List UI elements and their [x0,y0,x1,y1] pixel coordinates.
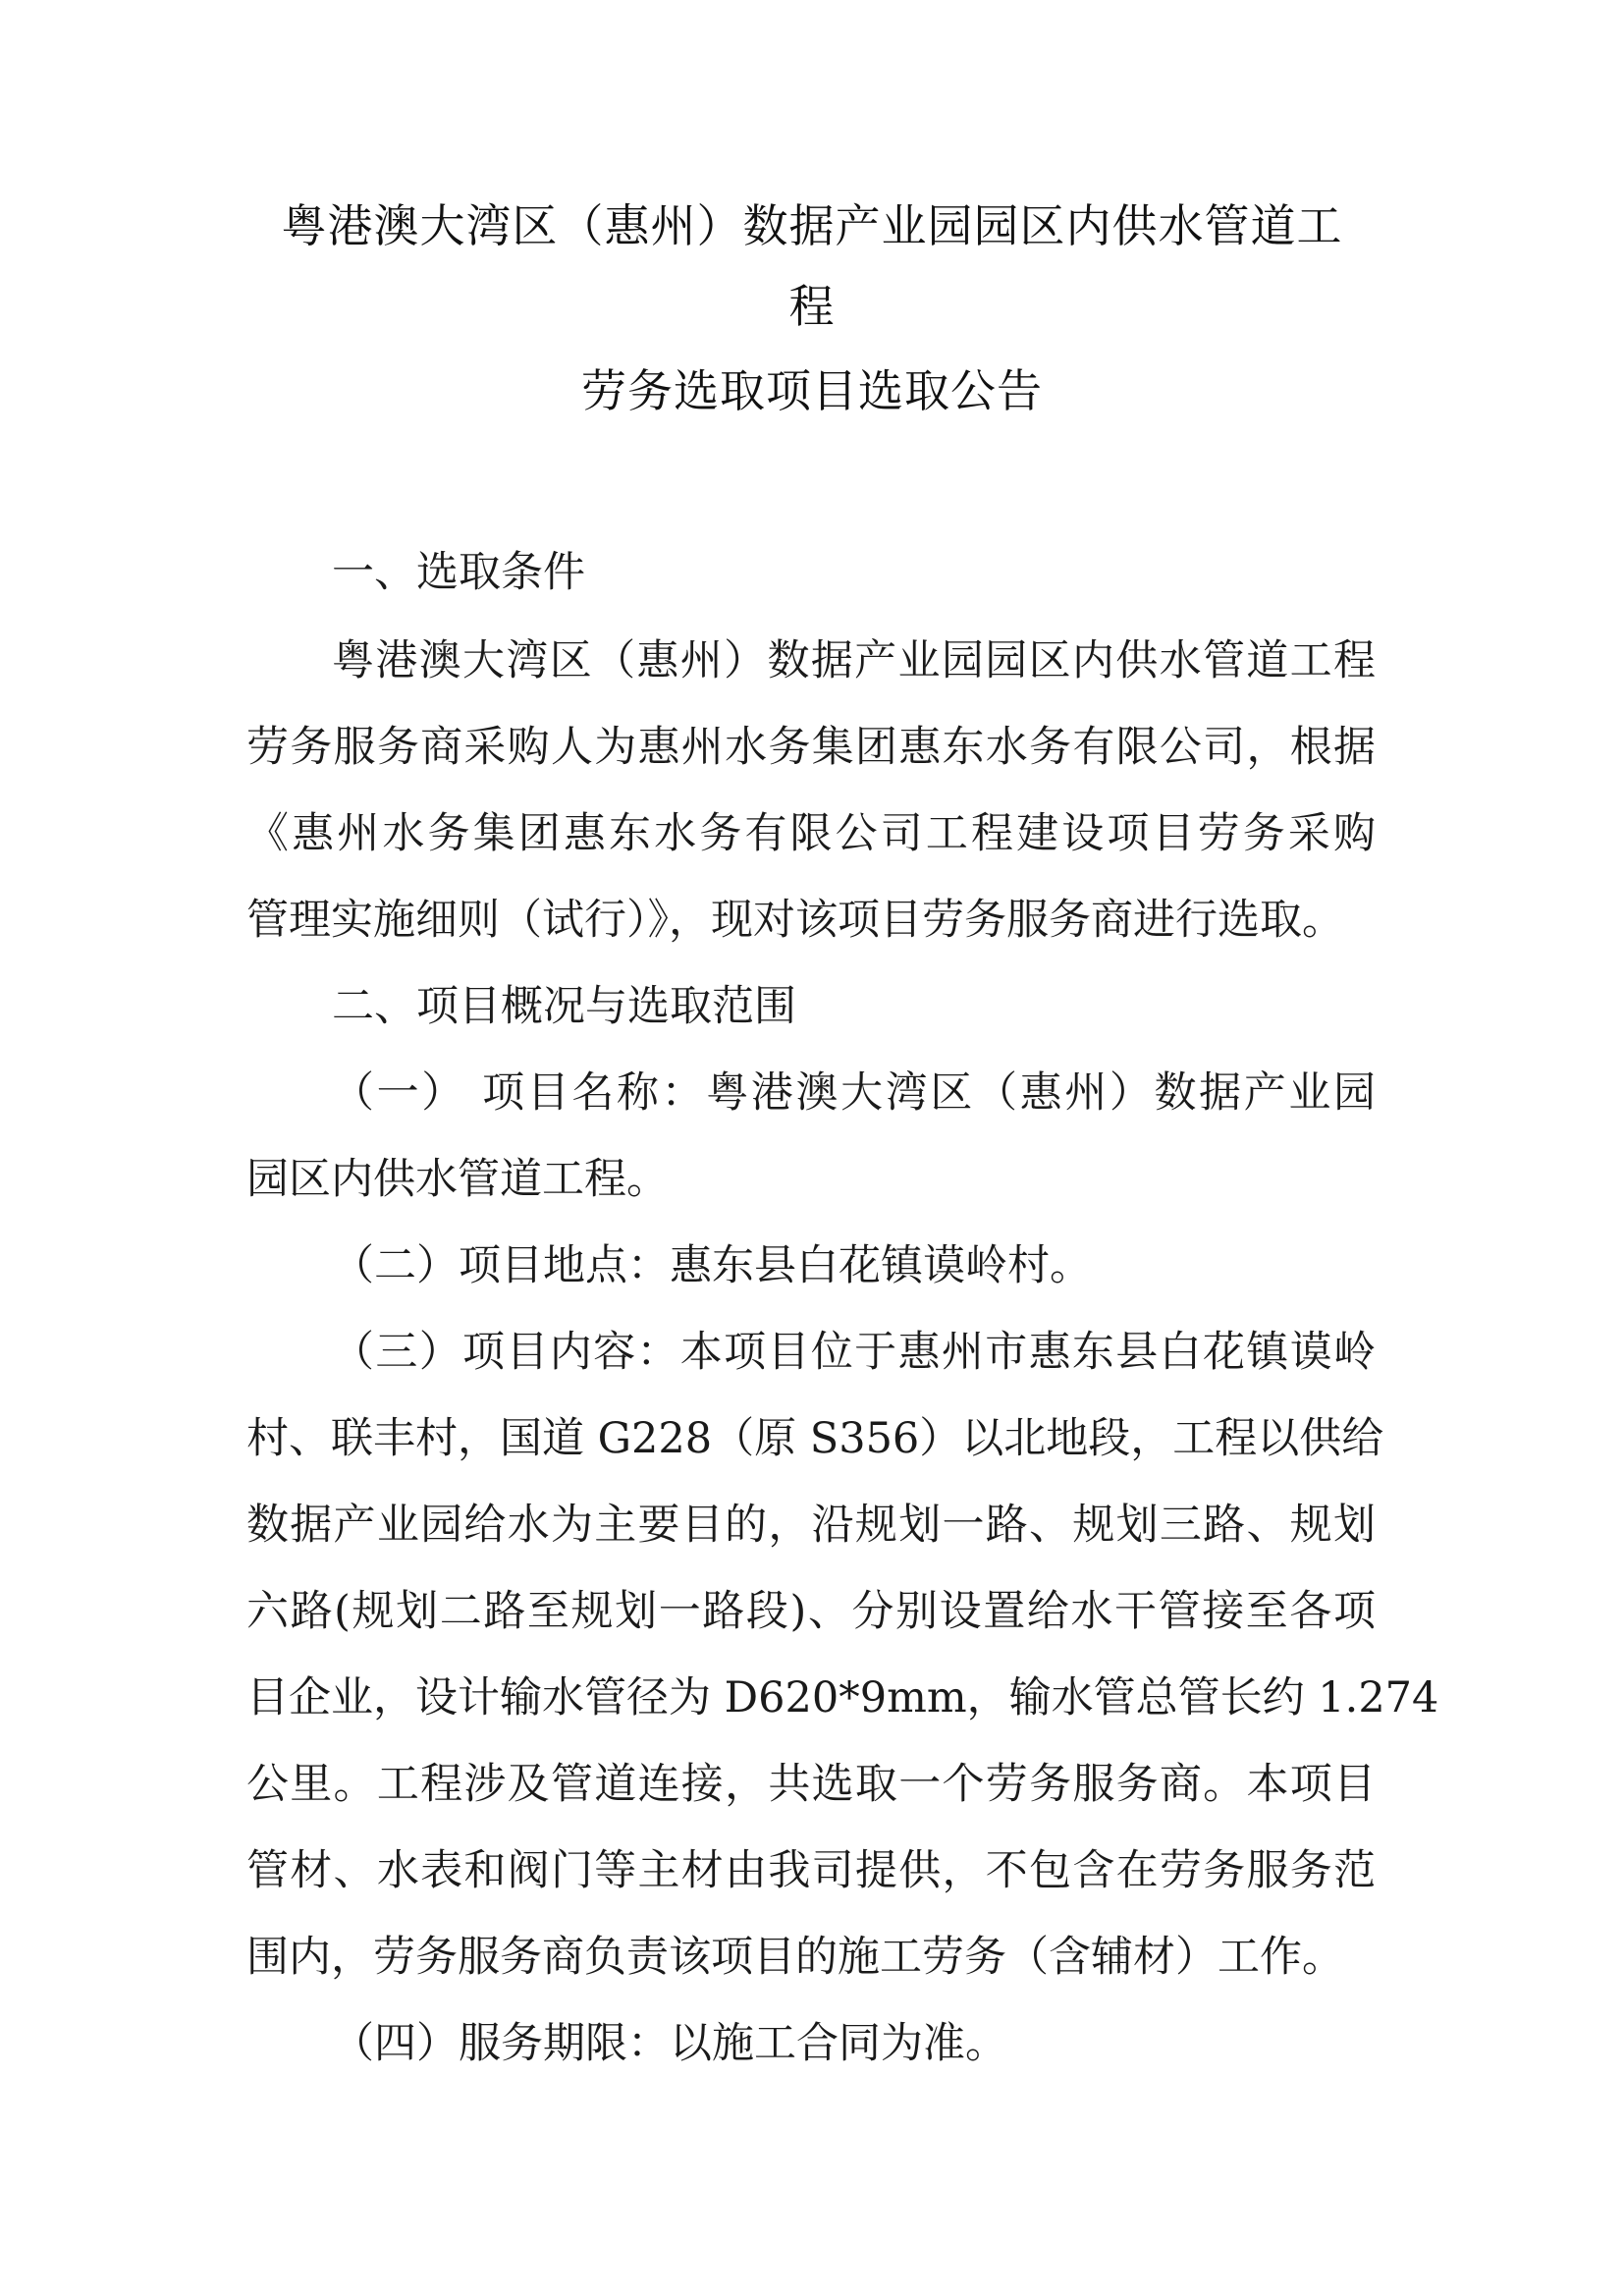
doc-title-line-1: 粤港澳大湾区（惠州）数据产业园园区内供水管道工 [281,199,1343,252]
item-project-content-line: （三）项目内容：本项目位于惠州市惠东县白花镇谟岭 [332,1328,1376,1377]
item-service-period: （四）服务期限：以施工合同为准。 [332,2019,1007,2068]
section-heading-selection-conditions: 一、选取条件 [332,548,585,597]
paragraph-line: 粤港澳大湾区（惠州）数据产业园园区内供水管道工程 [332,636,1376,685]
doc-title-line-2: 程 [788,280,836,333]
item-project-content-line: 目企业，设计输水管径为 D620*9mm，输水管总管长约 1.274 [246,1673,1439,1722]
item-project-content-line: 村、联丰村，国道 G228（原 S356）以北地段，工程以供给 [246,1414,1384,1463]
item-project-name-line: 园区内供水管道工程。 [246,1155,669,1204]
paragraph-line: 管理实施细则（试行）》，现对该项目劳务服务商进行选取。 [246,896,1344,945]
item-project-content-line: 数据产业园给水为主要目的，沿规划一路、规划三路、规划 [246,1501,1376,1550]
item-project-content-line: 围内，劳务服务商负责该项目的施工劳务（含辅材）工作。 [246,1933,1344,1982]
section-heading-project-overview: 二、项目概况与选取范围 [332,982,796,1031]
item-project-location: （二）项目地点：惠东县白花镇谟岭村。 [332,1241,1092,1290]
item-project-content-line: 公里。工程涉及管道连接，共选取一个劳务服务商。本项目 [246,1760,1376,1809]
paragraph-line: 《惠州水务集团惠东水务有限公司工程建设项目劳务采购 [246,809,1376,858]
item-project-content-line: 六路(规划二路至规划一路段)、分别设置给水干管接至各项 [246,1587,1376,1636]
item-project-name-line: （一） 项目名称：粤港澳大湾区（惠州）数据产业园 [332,1068,1376,1118]
item-project-content-line: 管材、水表和阀门等主材由我司提供，不包含在劳务服务范 [246,1846,1376,1895]
paragraph-line: 劳务服务商采购人为惠州水务集团惠东水务有限公司，根据 [246,723,1376,772]
doc-title-line-3: 劳务选取项目选取公告 [581,364,1043,417]
